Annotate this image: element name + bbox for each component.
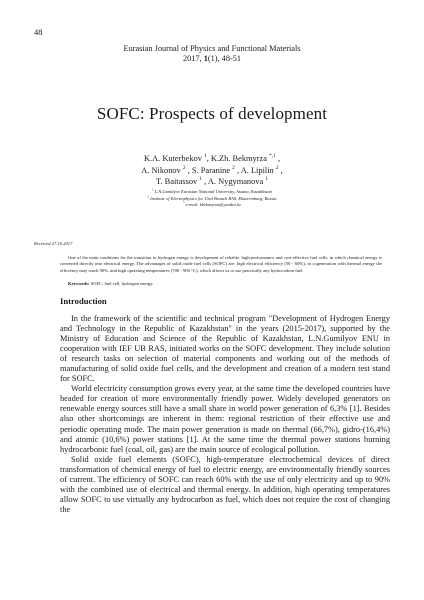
journal-header — [0, 44, 424, 64]
journal-citation — [0, 54, 424, 64]
journal-volume: 1 — [203, 54, 208, 63]
author-name: K.A. Kuterbekov — [143, 154, 202, 163]
affiliation-text: Institute of Electrophysics for Ural Branch RAS, Ekaterinburg, Russia — [150, 195, 277, 201]
affiliation-list — [0, 189, 424, 209]
article-title: SOFC: Prospects of development — [96, 104, 328, 123]
author-separator: , — [185, 165, 192, 175]
section-heading-introduction: Introduction — [60, 296, 107, 306]
journal-issue-pages: (1), 48-51 — [207, 54, 242, 63]
corresponding-email: e-mail: kbekmyrza@yandex.kz — [185, 202, 241, 208]
author-name: A. Lipilin — [240, 165, 274, 175]
keywords-label: Keywords: — [68, 281, 90, 286]
author-affil-sup: 2 — [275, 164, 279, 171]
author-affil-sup: 1 — [265, 176, 269, 183]
author-line-1 — [0, 153, 424, 165]
author-separator: , — [278, 165, 283, 175]
paragraph: Solid oxide fuel elements (SOFC), high-temperature electrochemical devices of direct transformation of chemical energy of fuel to electric energy, are environmentally friendly sources of current. The efficiency of SOFC can reach 60% with the use of only electricity and up to 90% with the combined use of electrical and thermal energy. In addition, high operating temperatures allow SOFC to use virtually any hydrocarbon as fuel, which does not require the cost of changing the — [60, 454, 390, 514]
affiliation-text: L.N.Gumilyov Eurasian National University, Astana, Kazakhstan — [154, 189, 272, 194]
keywords — [68, 281, 153, 286]
received-date: Received 27.10.2017 — [34, 241, 73, 246]
affiliation-sup: 1 — [152, 187, 154, 192]
body-text — [60, 314, 390, 515]
paragraph: World electricity consumption grows every year, at the same time the developed countries have headed for creation of more environmentally friendly power. Widely developed generators on renewable energy sources still have a small share in world power generation of 6,3% [1]. Besides also other shortcomings are inherent in them: regional restriction of their effective use and periodic operating mode. The main power generation is made on thermal (66,7%), gidro-(16,4%) and atomic (10,6%) power stations [1]. At the same time the thermal power stations burning hydrocarbonic fuel (coal, oil, gas) are the main source of ecological pollution. — [60, 384, 390, 454]
page-number: 48 — [34, 27, 43, 37]
author-list — [0, 153, 424, 188]
paragraph: In the framework of the scientific and technical program "Development of Hydrogen Energy and Technology in the Republic of Kazakhstan" in the years (2015-2017), supported by the Ministry of Education and Science of the Republic of Kazakhstan, L.N.Gumilyov ENU in cooperation with IEF UB RAS, initiated works on the SOFC development. They include solution of research tasks on selection of material components and working out of the methods of manufacturing of solid oxide fuel cells, and the development and creation of a modern test stand for SOFC. — [60, 314, 390, 384]
keywords-text: SOFC, fuel cell, hydrogen energy. — [89, 281, 154, 286]
author-separator: , — [234, 165, 241, 175]
author-affil-sup: *,1 — [269, 153, 276, 160]
author-name: A. Nikonov — [141, 165, 181, 175]
journal-year: 2017, — [182, 54, 202, 63]
author-affil-sup: 2 — [182, 164, 186, 171]
author-line-3 — [0, 176, 424, 188]
abstract: One of the main conditions for the transition to hydrogen energy is development of reliable, high-performance and cost-effective fuel cells, in which chemical energy is converted directly into electrical energy. The advantages of solid oxide fuel cells (SOFC) are: high electrical efficiency (50 - 60%), in cogeneration with thermal energy the efficiency may reach 90%, and high operating temperatures (700 - 900 °C), which allows us to use practically any hydrocarbon fuel. — [60, 255, 382, 273]
author-name: S. Paranine — [191, 165, 231, 175]
author-separator: , — [202, 177, 208, 186]
author-separator: , — [206, 154, 211, 163]
author-separator: , — [275, 154, 281, 163]
author-name: T. Baitassov — [155, 177, 198, 186]
affiliation-item — [0, 202, 424, 209]
author-name: A. Nygymanova — [207, 177, 264, 186]
affiliation-sup: 2 — [147, 194, 149, 199]
author-name: K.Zh. Bekmyrza — [210, 154, 267, 163]
author-line-2 — [0, 165, 424, 177]
author-affil-sup: 1 — [203, 153, 207, 160]
author-affil-sup: 2 — [232, 164, 235, 171]
author-affil-sup: 1 — [199, 176, 203, 183]
affiliation-sup: * — [183, 200, 185, 205]
journal-name: Eurasian Journal of Physics and Functional Materials — [123, 44, 301, 53]
